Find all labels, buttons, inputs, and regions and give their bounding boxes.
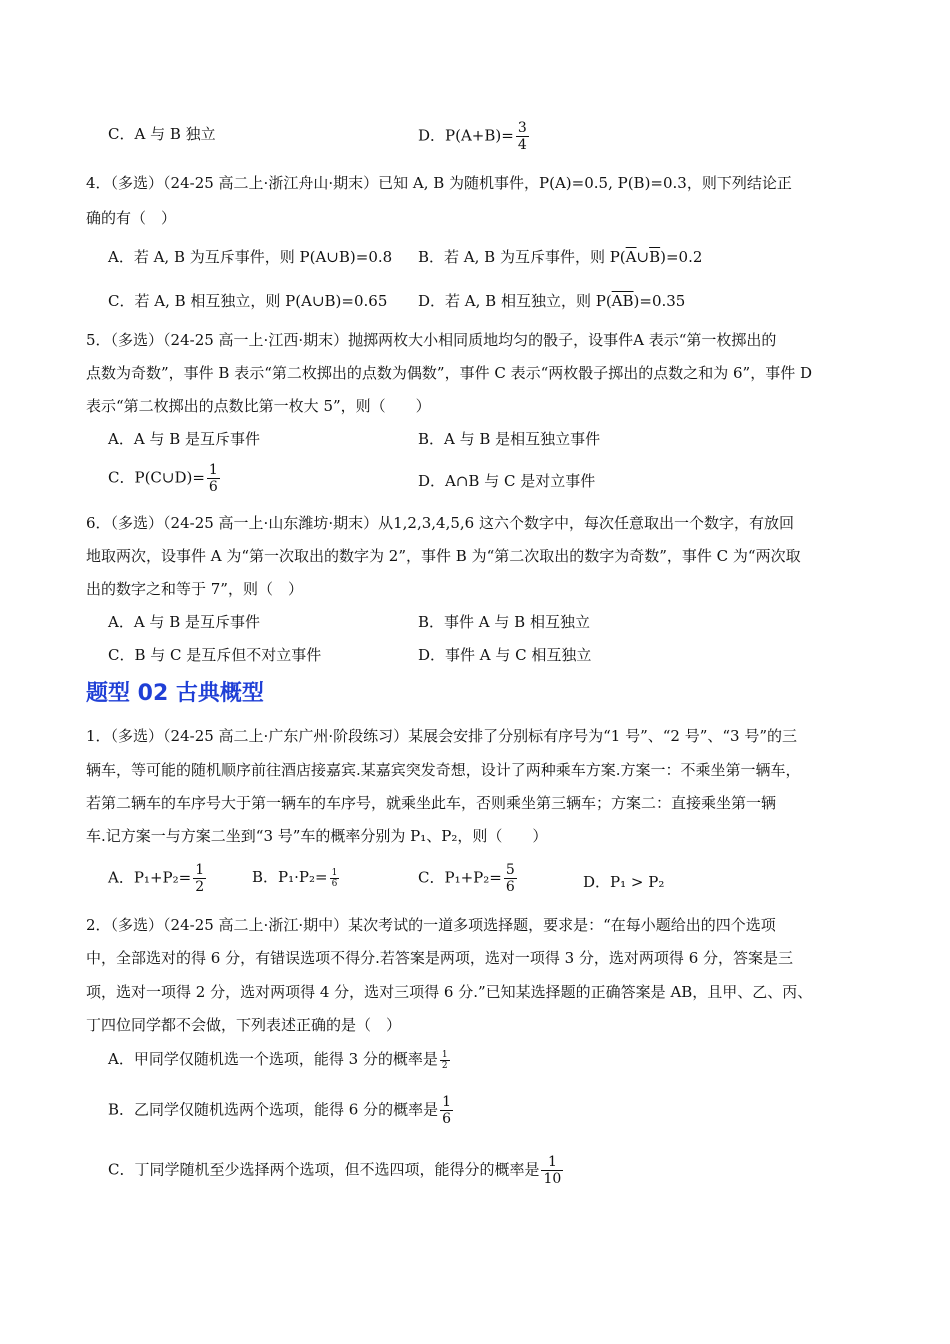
q4-option-d-suffix: )=0.35 [633, 292, 686, 310]
fraction-numerator: 3 [517, 120, 527, 136]
q5-option-a: A．A 与 B 是互斥事件 [108, 430, 260, 448]
q4-option-d-complement-ab: $\overline{AB}$ [611, 292, 634, 310]
s2-q1-stem-line-4: 车.记方案一与方案二坐到“3 号”车的概率分别为 P₁、P₂，则（ ） [86, 827, 548, 845]
section-title: 题型 02 古典概型 [86, 681, 264, 706]
q6-option-d: D．事件 A 与 C 相互独立 [418, 646, 592, 664]
s2-q2-option-c-fraction [541, 1154, 563, 1187]
q3-option-c-label: C． [108, 125, 135, 143]
fraction-denominator: 4 [517, 137, 527, 153]
s2-q1-option-a-fraction [193, 862, 206, 895]
q4-stem-line-2: 确的有（ ） [86, 209, 177, 227]
s2-q2-option-a [108, 1048, 452, 1071]
q5-stem-line-1: 5．（多选）（24-25 高一上·江西·期末）抛掷两枚大小相同质地均匀的骰子，设事件A 表示“第一枚掷出的 [86, 331, 777, 349]
q4-option-d-prefix: D．若 A, B 相互独立，则 P( [418, 292, 612, 310]
s2-q1-option-a [108, 862, 208, 895]
s2-q2-option-c-text: C．丁同学随机至少选择两个选项，但不选四项，能得分的概率是 [108, 1160, 540, 1179]
fraction-denominator: 6 [442, 1111, 452, 1127]
q5-option-c [108, 462, 222, 495]
q4-option-b-prefix: B．若 A, B 为互斥事件，则 P( [418, 248, 626, 266]
s2-q2-stem-line-4: 丁四位同学都不会做，下列表述正确的是（ ） [86, 1016, 402, 1034]
fraction-denominator: 10 [543, 1171, 562, 1187]
fraction-numerator: 5 [505, 862, 515, 878]
q6-option-c: C．B 与 C 是互斥但不对立事件 [108, 646, 322, 664]
fraction-denominator: 2 [195, 879, 205, 895]
q4-option-d [418, 290, 685, 312]
q4-option-b-union: ∪ [636, 248, 650, 266]
fraction-numerator: 1 [441, 1049, 448, 1060]
q5-option-d: D．A∩B 与 C 是对立事件 [418, 472, 596, 490]
s2-q2-option-a-text: A．甲同学仅随机选一个选项，能得 3 分的概率是 [108, 1050, 438, 1068]
s2-q1-option-a-expr: A．P₁+P₂= [108, 868, 192, 887]
q4-option-b-complement-a: $\overline{A}$ [625, 248, 637, 266]
fraction-denominator: 6 [208, 479, 218, 495]
q4-option-b [418, 246, 702, 268]
fraction-numerator: 1 [442, 1094, 452, 1110]
q6-option-a: A．A 与 B 是互斥事件 [108, 613, 260, 631]
q6-stem-line-2: 地取两次，设事件 A 为“第一次取出的数字为 2”，事件 B 为“第二次取出的数字为奇数”，事件 C 为“两次取 [86, 547, 801, 565]
fraction-numerator: 1 [331, 867, 338, 878]
s2-q1-option-b-expr: B．P₁·P₂= [252, 868, 328, 886]
s2-q2-stem-line-1: 2．（多选）（24-25 高二上·浙江·期中）某次考试的一道多项选择题，要求是：“在每小题给出的四个选项 [86, 916, 776, 934]
s2-q1-option-d: D．P₁ > P₂ [583, 873, 665, 891]
s2-q2-option-c [108, 1154, 565, 1187]
fraction-numerator: 1 [195, 862, 205, 878]
q5-stem-line-3: 表示“第二枚掷出的点数比第一枚大 5”，则（ ） [86, 397, 431, 415]
q3-option-c-text: A 与 B 独立 [134, 125, 216, 143]
s2-q1-option-c-fraction [504, 862, 517, 895]
s2-q2-option-a-fraction [440, 1050, 450, 1071]
q3-option-d [418, 120, 531, 153]
s2-q1-stem-line-2: 辆车，等可能的随机顺序前往酒店接嘉宾.某嘉宾突发奇想，设计了两种乘车方案.方案一：不乘坐第一辆车， [86, 761, 801, 779]
fraction-denominator: 2 [441, 1060, 448, 1071]
s2-q2-option-b-fraction [440, 1094, 453, 1127]
fraction-denominator: 6 [505, 879, 515, 895]
s2-q1-option-b-fraction [330, 868, 340, 889]
fraction-numerator: 1 [208, 462, 218, 478]
s2-q2-stem-line-3: 项，选对一项得 2 分，选对两项得 4 分，选对三项得 6 分.”已知某选择题的正确答案是 AB，且甲、乙、丙、 [86, 983, 813, 1001]
q5-option-c-fraction [207, 462, 220, 495]
s2-q1-option-c-expr: C．P₁+P₂= [418, 868, 502, 887]
q4-option-b-complement-b: $\overline{B}$ [649, 248, 661, 266]
q6-stem-line-3: 出的数字之和等于 7”，则（ ） [86, 580, 303, 598]
s2-q1-stem-line-1: 1．（多选）（24-25 高二上·广东广州·阶段练习）某展会安排了分别标有序号为“1 号”、“2 号”、“3 号”的三 [86, 727, 798, 745]
s2-q2-option-b-text: B．乙同学仅随机选两个选项，能得 6 分的概率是 [108, 1100, 439, 1119]
q5-option-b: B．A 与 B 是相互独立事件 [418, 430, 601, 448]
s2-q1-option-c [418, 862, 519, 895]
s2-q2-stem-line-2: 中，全部选对的得 6 分，有错误选项不得分.若答案是两项，选对一项得 3 分，选对两项得 6 分，答案是三 [86, 949, 794, 967]
q6-option-b: B．事件 A 与 B 相互独立 [418, 613, 590, 631]
q4-option-b-suffix: )=0.2 [660, 248, 703, 266]
q3-option-c [108, 123, 216, 145]
fraction-denominator: 6 [331, 878, 338, 889]
q3-option-d-fraction [516, 120, 529, 153]
q6-stem-line-1: 6．（多选）（24-25 高一上·山东潍坊·期末）从1,2,3,4,5,6 这六个数字中，每次任意取出一个数字，有放回 [86, 514, 794, 532]
s2-q1-stem-line-3: 若第二辆车的车序号大于第一辆车的车序号，就乘坐此车，否则乘坐第三辆车；方案二：直接乘坐第一辆 [86, 794, 777, 812]
q3-option-d-expr: P(A+B)= [445, 126, 514, 145]
s2-q1-option-b [252, 866, 341, 889]
q3-option-d-label: D． [418, 126, 446, 145]
q4-stem-line-1: 4．（多选）（24-25 高二上·浙江舟山·期末）已知 A, B 为随机事件，P(A)=0.5, P(B)=0.3，则下列结论正 [86, 174, 792, 192]
fraction-numerator: 1 [541, 1154, 563, 1171]
q5-option-c-expr: C．P(C∪D)= [108, 468, 205, 487]
q5-stem-line-2: 点数为奇数”，事件 B 表示“第二枚掷出的点数为偶数”，事件 C 表示“两枚骰子掷出的点数之和为 6”，事件 D [86, 364, 813, 382]
q4-option-a: A．若 A, B 为互斥事件，则 P(A∪B)=0.8 [108, 248, 393, 266]
s2-q2-option-b [108, 1094, 455, 1127]
q4-option-c: C．若 A, B 相互独立，则 P(A∪B)=0.65 [108, 292, 388, 310]
